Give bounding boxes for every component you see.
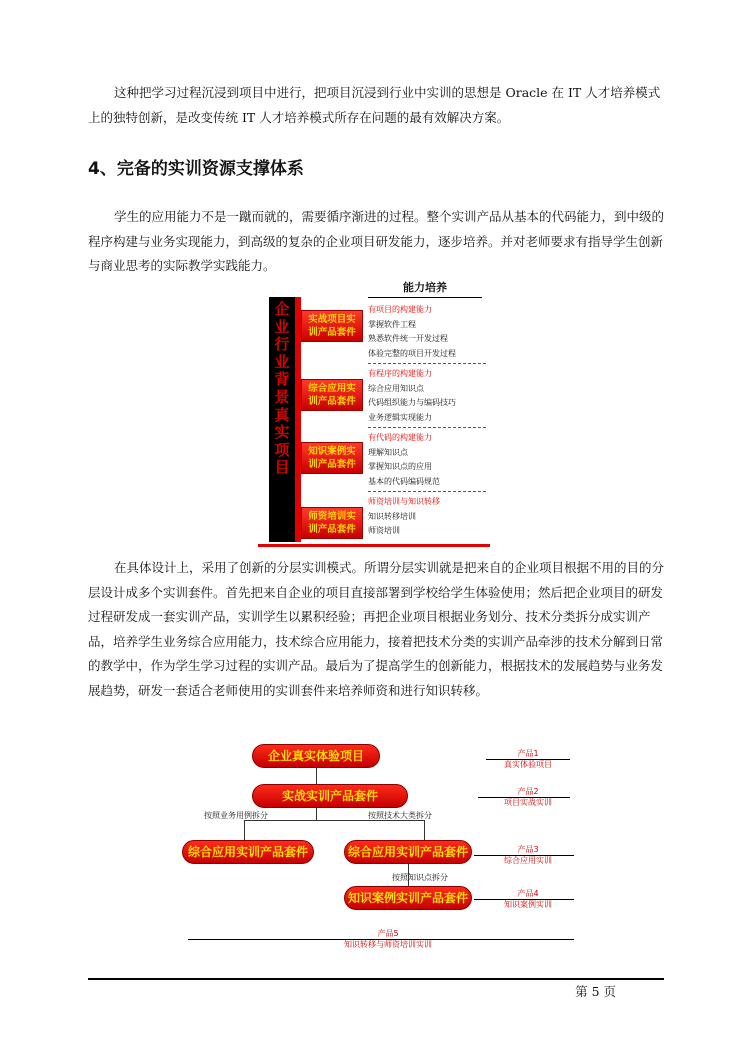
capability-item: 体验完整的项目开发过程 [368, 348, 456, 358]
pill-comprehensive-right: 综合应用实训产品套件 [344, 840, 472, 864]
group-separator [368, 363, 486, 364]
group-separator [368, 427, 486, 428]
product-3-desc: 综合应用实训 [504, 856, 552, 865]
product-3-title: 产品3 [517, 845, 539, 854]
box-knowledge-suite: 知识案例实训产品套件 [301, 442, 363, 474]
capability-item: 熟悉软件统一开发过程 [368, 334, 448, 343]
capability-caption: 能力培养 [403, 281, 447, 294]
label-by-tech: 按照技术大类拆分 [368, 811, 432, 820]
capability-item: 综合应用知识点 [368, 383, 424, 393]
group-separator [368, 491, 486, 492]
pill-knowledge-suite: 知识案例实训产品套件 [344, 886, 472, 910]
capability-item: 知识转移培训 [368, 511, 416, 521]
paragraph-ability-progression: 学生的应用能力不是一蹴而就的，需要循序渐进的过程。整个实训产品从基本的代码能力，到中级的程序构建与业务实现能力，到高级的复杂的企业项目研发能力，逐步培养。并对老师要求有指导学生创新与商业思考的实际教学实践能力。 [88, 209, 665, 274]
product-underline [478, 797, 570, 798]
capability-group-2 [368, 367, 486, 425]
product-1-desc: 真实体验项目 [504, 760, 552, 769]
capability-item: 有程序的构建能力 [368, 369, 432, 378]
section-heading: 4、完备的实训资源支撑体系 [88, 159, 304, 179]
product-4-title: 产品4 [517, 889, 539, 898]
pill-comprehensive-left: 综合应用实训产品套件 [182, 840, 314, 864]
label-by-business: 按照业务用例拆分 [204, 811, 268, 820]
capability-group-1 [368, 303, 486, 361]
capability-item: 掌握软件工程 [368, 319, 416, 329]
product-5-underline [188, 939, 574, 940]
page-number: 第 5 页 [575, 984, 616, 999]
product-5-desc: 知识转移与师资培训实训 [344, 940, 432, 949]
caption-underline [368, 297, 482, 298]
product-4-desc: 知识案例实训 [504, 900, 552, 909]
pill-enterprise-project: 企业真实体验项目 [252, 744, 380, 768]
capability-group-4 [368, 495, 486, 539]
capability-item: 师资培训与知识转移 [368, 497, 440, 506]
vertical-title: 企业行业背景真实项目 [274, 300, 290, 477]
box-practical-suite: 实战项目实训产品套件 [301, 310, 363, 342]
capability-item: 基本的代码编码规范 [368, 476, 440, 486]
connector [316, 768, 317, 784]
box-comprehensive-suite: 综合应用实训产品套件 [301, 379, 363, 411]
capability-item: 理解知识点 [368, 447, 408, 457]
box-teacher-suite: 师资培训实训产品套件 [301, 507, 363, 539]
product-2-title: 产品2 [517, 787, 539, 796]
capability-item: 业务逻辑实现能力 [368, 412, 432, 422]
layered-training-diagram [178, 738, 598, 956]
capability-item: 有项目的构建能力 [368, 305, 432, 314]
footer-rule [88, 978, 664, 980]
connector [244, 820, 245, 840]
product-1-title: 产品1 [517, 749, 539, 758]
product-underline [486, 759, 570, 760]
diagram-bottom-line [258, 544, 490, 547]
capability-group-3 [368, 431, 486, 489]
product-2-desc: 项目实战实训 [504, 798, 552, 807]
capability-item: 代码组织能力与编码技巧 [368, 398, 456, 407]
capability-item: 有代码的构建能力 [368, 433, 432, 442]
pill-practical-suite: 实战实训产品套件 [252, 784, 408, 808]
product-5-title: 产品5 [377, 929, 399, 938]
capability-item: 师资培训 [368, 526, 400, 535]
connector [316, 808, 317, 820]
connector [424, 820, 425, 840]
paragraph-oracle-innovation: 这种把学习过程沉浸到项目中进行，把项目沉浸到行业中实训的思想是 Oracle 在 IT 人才培养模式上的独特创新，是改变传统 IT 人才培养模式所存在问题的最有效解决方案。 [88, 85, 661, 125]
capability-diagram [258, 275, 490, 550]
label-by-knowledge: 按照知识点拆分 [392, 873, 448, 882]
capability-item: 掌握知识点的应用 [368, 462, 432, 471]
paragraph-layered-training: 在具体设计上，采用了创新的分层实训模式。所谓分层实训就是把来自的企业项目根据不用的目的分层设计成多个实训套件。首先把来自企业的项目直接部署到学校给学生体验使用；然后把企业项目的研发过程研发成一套实训产品，实训学生以累积经验；再把企业项目根据业务划分、技术分类拆分成实训产品，培养学生业务综合应用能力，技术综合应用能力，接着把技术分类的实训产品牵涉的技术分解到日常的教学中，作为学生学习过程的实训产品。最后为了提高学生的创新能力，根据技术的发展趋势与业务发展趋势，研发一套适合老师使用的实训套件来培养师资和进行知识转移。 [88, 560, 665, 698]
product-underline [474, 899, 574, 900]
product-underline [474, 855, 574, 856]
